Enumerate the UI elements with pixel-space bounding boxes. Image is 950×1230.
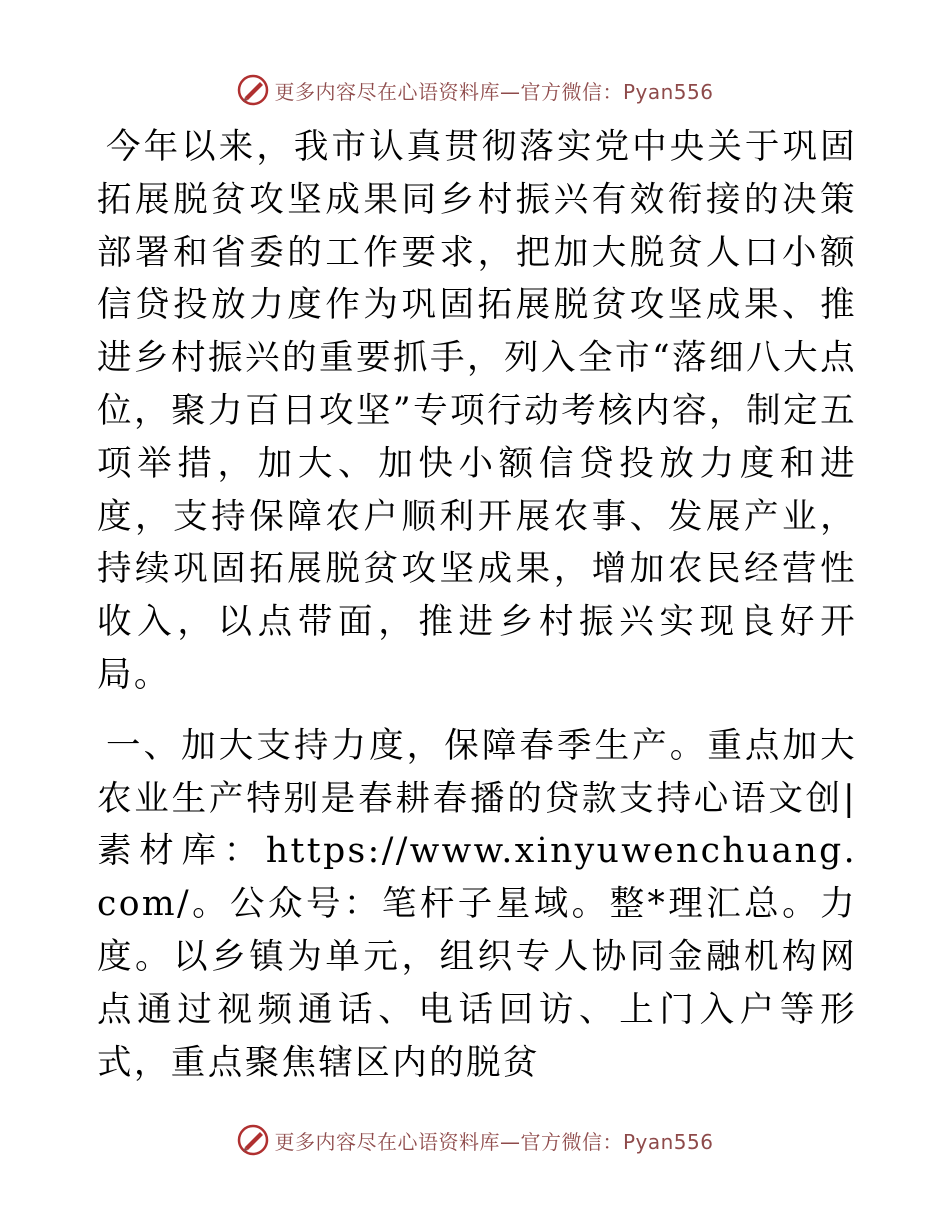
paragraph-intro: 今年以来，我市认真贯彻落实党中央关于巩固拓展脱贫攻坚成果同乡村振兴有效衔接的决策部署和省委的工作要求，把加大脱贫人口小额信贷投放力度作为巩固拓展脱贫攻坚成果、推进乡村振兴的重要抓手，列入全市“落细八大点位，聚力百日攻坚”专项行动考核内容，制定五项举措，加大、加快小额信贷投放力度和进度，支持保障农户顺利开展农事、发展产业，持续巩固拓展脱贫攻坚成果，增加农民经营性收入，以点带面，推进乡村振兴实现良好开局。 [97, 127, 857, 695]
header-banner [0, 70, 950, 110]
header-banner-text: 更多内容尽在心语资料库—官方微信：Pyan556 [274, 79, 714, 104]
document-body [97, 121, 857, 1089]
brand-logo-icon [236, 73, 270, 107]
paragraph-section-one: 一、加大支持力度，保障春季生产。重点加大农业生产特别是春耕春播的贷款支持心语文创|素材库：https://www.xinyuwenchuang.com/。公众号：笔杆子星域。整*理汇总。力度。以乡镇为单元，组织专人协同金融机构网点通过视频通话、电话回访、上门入户等形式，重点聚焦辖区内的脱贫 [97, 725, 857, 1083]
footer-banner [0, 1120, 950, 1160]
brand-logo-icon [236, 1123, 270, 1157]
footer-banner-text: 更多内容尽在心语资料库—官方微信：Pyan556 [274, 1129, 714, 1154]
